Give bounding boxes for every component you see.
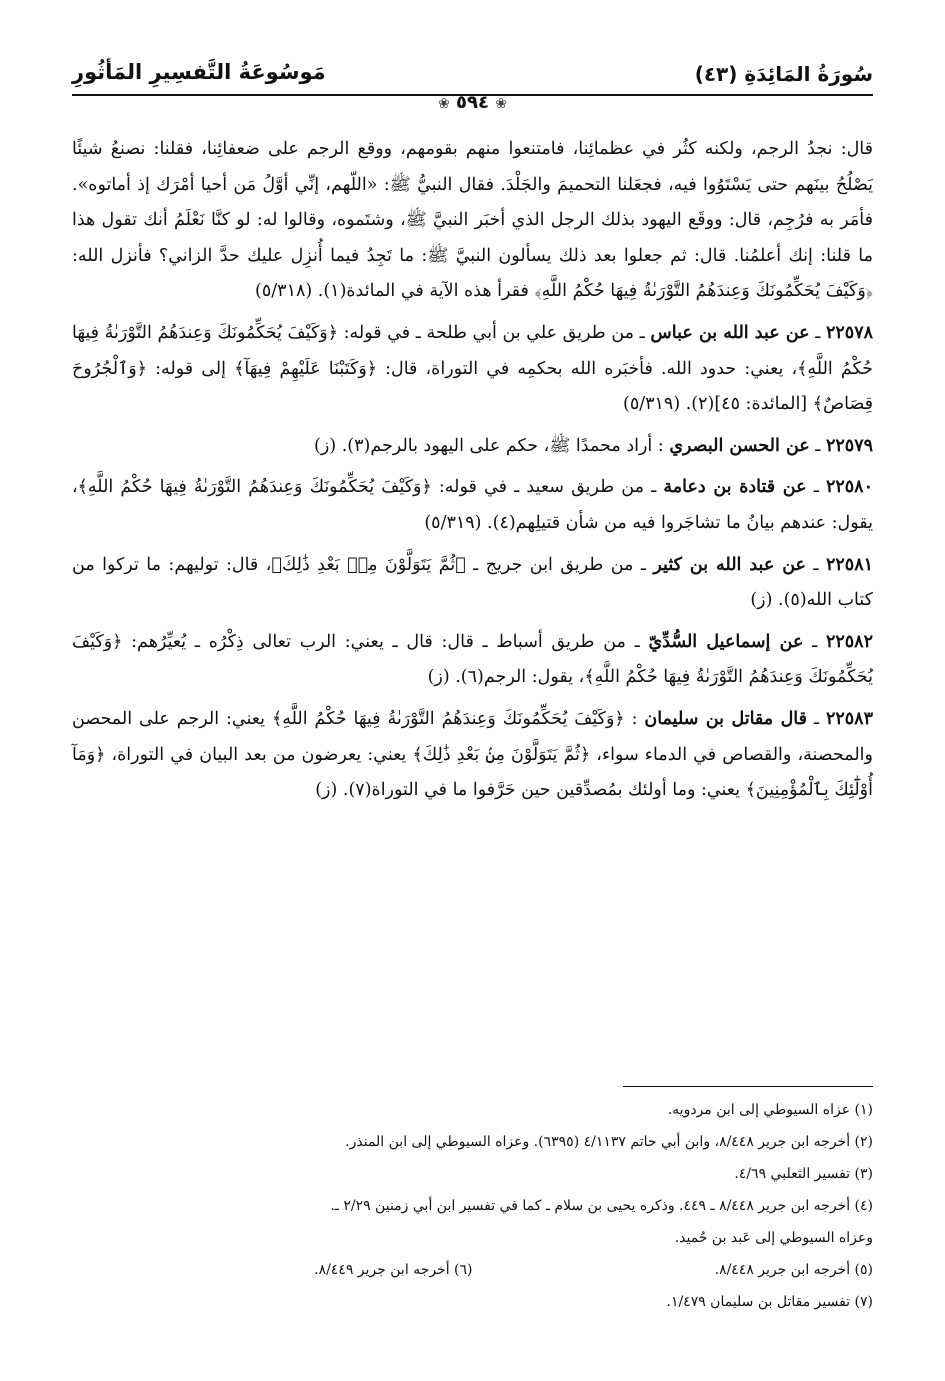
- entry-paragraph: ٢٢٥٨٣ ـ قال مقاتل بن سليمان : ﴿وَكَيْفَ يُحَكِّمُونَكَ وَعِندَهُمُ التَّوْرَىٰةُ فِيهَا حُكْمُ اللَّهِ﴾ يعني: الرجم على المحصن والمحصنة، والقصاص في الدماء سواء، ﴿ثُمَّ يَتَوَلَّوْنَ مِنۢ بَعْدِ ذَٰلِكَ﴾ يعني: يعرضون من بعد البيان في التوراة، ﴿وَمَآ أُوْلَٰٓئِكَ بِٱلْمُؤْمِنِينَ﴾ يعني: وما أولئك بمُصدِّقين حين حَرَّفوا ما في التوراة(٧). (ز): [72, 708, 873, 801]
- footnote: (٦) أخرجه ابن جرير ٨/٤٤٩.: [314, 1262, 473, 1278]
- narrator-name: عن الحسن البصري: [669, 435, 810, 456]
- entry-number: ٢٢٥٨٠: [825, 477, 873, 498]
- footnote-row: [72, 1254, 873, 1286]
- narrator-name: قال مقاتل بن سليمان: [644, 708, 808, 729]
- entry-number: ٢٢٥٨٢: [825, 631, 873, 652]
- entry-paragraph: ٢٢٥٧٨ ـ عن عبد الله بن عباس ـ من طريق علي بن أبي طلحة ـ في قوله: ﴿وَكَيْفَ يُحَكِّمُونَكَ وَعِندَهُمُ التَّوْرَىٰةُ فِيهَا حُكْمُ اللَّهِ﴾، يعني: حدود الله. فأخبَره الله بحكمِه في التوراة، قال: ﴿وَكَتَبْنَا عَلَيْهِمْ فِيهَآ﴾ إلى قوله: ﴿وَٱلْجُرُوحَ قِصَاصٌ﴾ [المائدة: ٤٥](٢). (٥/٣١٩): [72, 322, 873, 415]
- narrator-name: عن عبد الله بن كثير: [653, 554, 806, 575]
- page-header: [72, 58, 873, 113]
- narrator-name: عن عبد الله بن عباس: [650, 322, 810, 343]
- entry-number: ٢٢٥٨١: [826, 554, 873, 575]
- narrator-name: عن إسماعيل السُّدِّيّ: [648, 631, 804, 652]
- entry-paragraph: ٢٢٥٨١ ـ عن عبد الله بن كثير ـ من طريق ابن جريج ـ ﴿ثُمَّ يَتَوَلَّوْنَ مِنۢ بَعْدِ ذَٰلِكَ﴾، قال: توليهم: ما تركوا من كتاب الله(٥). (ز): [72, 554, 873, 611]
- surah-title: سُورَةُ المَائِدَةِ (٤٣): [694, 62, 873, 86]
- entry-number: ٢٢٥٨٣: [825, 708, 873, 729]
- entry-paragraph: ٢٢٥٨٢ ـ عن إسماعيل السُّدِّيّ ـ من طريق أسباط ـ قال: قال ـ يعني: الرب تعالى ذِكْرُه ـ يُعيِّرُهم: ﴿وَكَيْفَ يُحَكِّمُونَكَ وَعِندَهُمُ التَّوْرَىٰةُ فِيهَا حُكْمُ اللَّهِ﴾، يقول: الرجم(٦). (ز): [72, 631, 873, 688]
- footnote: (١) عزاه السيوطي إلى ابن مردويه.: [667, 1102, 873, 1118]
- book-title: مَوسُوعَةُ التَّفسِيرِ المَأثُورِ: [72, 60, 326, 84]
- intro-paragraph: قال: نجدُ الرجم، ولكنه كثُر في عظمائِنا، فامتنعوا منهم بقومهم، ووقع الرجم على ضعفائِنا، فقلنا: نصنعُ شيئًا يَصْلُحُ بينَهم حتى يَسْتَوُوا فيه، فجعَلنا التحميمَ والجَلْدَ. فقال النبيُّ ﷺ: «اللّهم، إنِّي أوَّلُ مَن أحيا أمْرَك إذ أماتوه». فأمَر به فرُجِم، قال: ووقَع اليهود بذلك الرجل الذي أخبَر النبيَّ ﷺ، وشتَموه، وقالوا له: لو كنَّا نَعْلَمُ أنك تقول هذا ما قلنا: إنك أعلمُنا. قال: ثم جعلوا بعد ذلك يسألون النبيَّ ﷺ: ما تَجِدُ فيما أُنزِل عليك حدَّ الزاني؟ فأنزل الله: ﴿وَكَيْفَ يُحَكِّمُونَكَ وَعِندَهُمُ التَّوْرَىٰةُ فِيهَا حُكْمُ اللَّهِ﴾ فقرأ هذه الآية في المائدة(١). (٥/٣١٨): [72, 139, 873, 302]
- entry-text: ـ من طريق علي بن أبي طلحة ـ في قوله: ﴿وَكَيْفَ يُحَكِّمُونَكَ وَعِندَهُمُ التَّوْرَىٰةُ فِيهَا حُكْمُ اللَّهِ﴾، يعني: حدود الله. فأخبَره الله بحكمِه في التوراة، قال: ﴿وَكَتَبْنَا عَلَيْهِمْ فِيهَآ﴾ إلى قوله: ﴿وَٱلْجُرُوحَ قِصَاصٌ﴾ [المائدة: ٤٥](٢). (٥/٣١٩): [72, 322, 873, 415]
- footnote: (٢) أخرجه ابن جرير ٨/٤٤٨، وابن أبي حاتم ٤/١١٣٧ (٦٣٩٥). وعزاه السيوطي إلى ابن المنذر.: [345, 1134, 873, 1150]
- entry-paragraph: ٢٢٥٧٩ ـ عن الحسن البصري : أراد محمدًا ﷺ، حكم على اليهود بالرجم(٣). (ز): [314, 435, 873, 456]
- entry-paragraph: ٢٢٥٨٠ ـ عن قتادة بن دعامة ـ من طريق سعيد ـ في قوله: ﴿وَكَيْفَ يُحَكِّمُونَكَ وَعِندَهُمُ التَّوْرَىٰةُ فِيهَا حُكْمُ اللَّهِ﴾، يقول: عندهم بيانُ ما تشاجَروا فيه من شأن قتيلِهم(٤). (٥/٣١٩): [72, 477, 873, 533]
- footnote-continuation: وعزاه السيوطي إلى عَبد بن حُميد.: [674, 1230, 873, 1246]
- entry-number: ٢٢٥٧٩: [826, 435, 873, 456]
- entry-number: ٢٢٥٧٨: [826, 322, 873, 343]
- entry-text: ـ من طريق سعيد ـ في قوله: ﴿وَكَيْفَ يُحَكِّمُونَكَ وَعِندَهُمُ التَّوْرَىٰةُ فِيهَا حُكْمُ اللَّهِ﴾، يقول: عندهم بيانُ ما تشاجَروا فيه من شأن قتيلِهم(٤). (٥/٣١٩): [72, 477, 873, 533]
- page-number: ٥٩٤: [456, 92, 489, 113]
- footnote: (٧) تفسير مقاتل بن سليمان ١/٤٧٩.: [666, 1294, 873, 1310]
- footnote: (٤) أخرجه ابن جرير ٨/٤٤٨ ـ ٤٤٩. وذكره يحيى بن سلام ـ كما في تفسير ابن أبي زمنين ٢/٢٩ ـ.: [330, 1198, 873, 1214]
- header-rule: [72, 94, 873, 96]
- entry-text: : أراد محمدًا ﷺ، حكم على اليهود بالرجم(٣). (ز): [314, 435, 664, 456]
- footnotes: [72, 1094, 873, 1318]
- footnote: (٥) أخرجه ابن جرير ٨/٤٤٨.: [714, 1262, 873, 1278]
- narrator-name: عن قتادة بن دعامة: [663, 477, 807, 498]
- main-text: [72, 132, 873, 815]
- entry-text: ـ من طريق أسباط ـ قال: قال ـ يعني: الرب تعالى ذِكْرُه ـ يُعيِّرُهم: ﴿وَكَيْفَ يُحَكِّمُونَكَ وَعِندَهُمُ التَّوْرَىٰةُ فِيهَا حُكْمُ اللَّهِ﴾، يقول: الرجم(٦). (ز): [72, 631, 873, 688]
- entry-text: ـ من طريق ابن جريج ـ ﴿ثُمَّ يَتَوَلَّوْنَ مِنۢ بَعْدِ ذَٰلِكَ﴾، قال: توليهم: ما تركوا من كتاب الله(٥). (ز): [72, 554, 873, 611]
- ornament-icon: ❀: [438, 96, 450, 112]
- footnote: (٣) تفسير الثعلبي ٤/٦٩.: [734, 1166, 873, 1182]
- entry-text: : ﴿وَكَيْفَ يُحَكِّمُونَكَ وَعِندَهُمُ التَّوْرَىٰةُ فِيهَا حُكْمُ اللَّهِ﴾ يعني: الرجم على المحصن والمحصنة، والقصاص في الدماء سواء، ﴿ثُمَّ يَتَوَلَّوْنَ مِنۢ بَعْدِ ذَٰلِكَ﴾ يعني: يعرضون من بعد البيان في التوراة، ﴿وَمَآ أُوْلَٰٓئِكَ بِٱلْمُؤْمِنِينَ﴾ يعني: وما أولئك بمُصدِّقين حين حَرَّفوا ما في التوراة(٧). (ز): [72, 708, 873, 801]
- footnote-rule: [623, 1086, 873, 1087]
- ornament-icon: ❀: [495, 96, 507, 112]
